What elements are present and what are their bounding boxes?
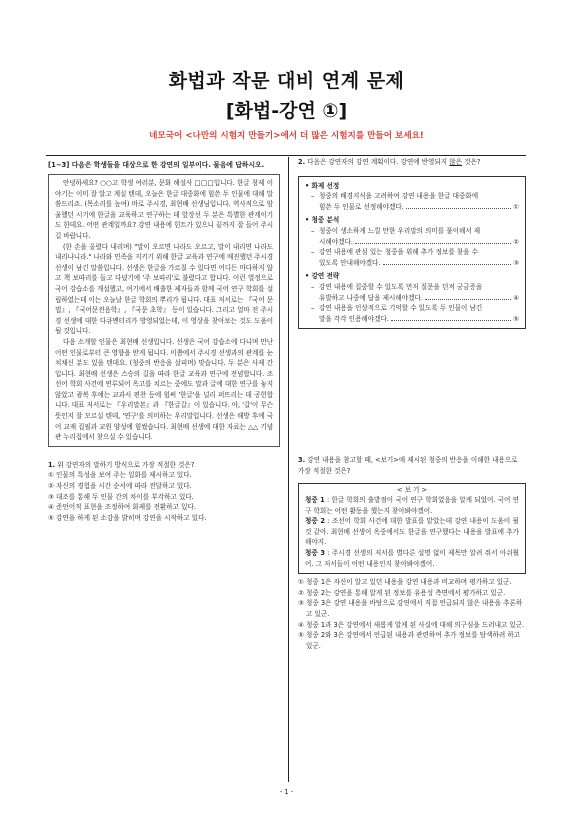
answer-option[interactable]: ③ 대조를 통해 두 인물 간의 차이를 부각하고 있다. xyxy=(48,492,194,501)
answer-option[interactable]: ① 청중 1은 자신이 알고 있던 내용을 강연 내용과 비교하며 평가하고 있군. xyxy=(298,578,512,587)
bogi-label: 청중 1 xyxy=(305,496,325,505)
plan-item[interactable]: – 청중이 생소하게 느낄 만한 우리말의 의미를 풀이해서 제 시해야겠다. ② xyxy=(311,226,519,246)
bogi-box xyxy=(298,483,526,575)
answer-option[interactable]: ⑤ 청중 2와 3은 강연에서 언급된 내용과 관련하여 추가 정보를 탐색하려 하고 있군. xyxy=(298,631,521,650)
bogi-label: 청중 2 xyxy=(305,517,325,526)
passage-paragraph: 안녕하세요? ○○고 학생 여러분, 문화 해설사 □□□입니다. 한글 창제 이야기는 이미 잘 알고 계실 텐데, 오늘은 한글 대중화에 힘쓴 두 인물에 대해 말씀드리죠. (목소리를 높여) 바로 주시경, 최현배 선생님입니다. 역사적으로 암울했던 시기에 한글을 교육하고 연구하는 데 앞장선 두 분은 특별한 관계이기도 한데요. 어떤 관계일까요? 강연 내용에 힌트가 있으니 끝까지 잘 들어 주시길 바랍니다. xyxy=(55,179,273,240)
plan-box xyxy=(298,176,526,330)
plan-item-number: ④ xyxy=(513,293,519,302)
question-2 xyxy=(298,157,526,168)
plan-item-line: 강연 내용에 집중할 수 있도록 먼저 질문을 던져 궁금증을 xyxy=(319,282,483,291)
left-column xyxy=(48,157,280,523)
plan-item[interactable]: – 청중의 배경지식을 고려하여 강연 내용을 한글 대중화에 힘쓴 두 인물로 선정해야겠다. ① xyxy=(311,192,519,211)
answer-option[interactable]: ② 자신의 경험을 시간 순서에 따라 전달하고 있다. xyxy=(48,482,192,491)
bogi-text: : 조선어 학회 사건에 대한 발표를 맡았는데 강연 내용이 도움이 될 것 같아. 최현배 선생이 옥중에서도 한글을 연구했다는 내용을 발표에 추가해야지. xyxy=(305,517,520,547)
passage-paragraph: (한 손을 올렸다 내리며) "말이 오르면 나라도 오르고, 말이 내리면 나라도 내리나니라." 나라와 민족을 지키기 위해 한글 교육과 연구에 매진했던 주시경 선생이 남긴 말씀입니다. 선생은 한글을 가르칠 수 있다면 어디든 마다하지 않고 책 보따리를 들고 다녔기에 '주 보따리'로 불렸다고 합니다. 이런 열정으로 국어 강습소를 개설했고, 여기에서 배출한 제자들과 함께 국어 연구 학회를 설립하였는데 이는 오늘날 한글 학회의 뿌리가 됩니다. 대표 저서로는 『국어 문법』, 『국어문전음학』, 『국문 초학』 등이 있습니다. 그리고 얼마 전 주시경 선생에 대한 다큐멘터리가 방영되었는데, 이 영상을 찾아보는 것도 도움이 될 것입니다. xyxy=(55,242,273,336)
bogi-label: 청중 3 xyxy=(305,549,325,558)
question-number: 1. xyxy=(48,460,56,469)
right-column xyxy=(298,157,526,651)
bogi-item xyxy=(305,516,519,548)
answer-option[interactable]: ④ 청중 1과 3은 강연에서 새롭게 알게 된 사실에 대해 의구심을 드러내고 있군. xyxy=(298,620,525,629)
passage-heading: [1~3] 다음은 학생들을 대상으로 한 강연의 일부이다. 물음에 답하시오. xyxy=(48,161,265,169)
answer-option[interactable]: ③ 청중 3은 강연 내용을 바탕으로 강연에서 직접 언급되지 않은 내용을 추론하고 있군. xyxy=(298,599,523,619)
page-title: 화법과 작문 대비 연계 문제 xyxy=(168,70,405,92)
plan-item[interactable]: – 강연 내용을 인상적으로 기억할 수 있도록 두 인물이 남긴 말을 각각 인용해야겠다. ⑤ xyxy=(311,304,519,323)
passage-paragraph: 다음 소개할 인물은 최현배 선생입니다. 선생은 국어 강습소에 다니며 만난 어떤 인물로부터 큰 영향을 받게 됩니다. 이쯤에서 주시경 선생과의 관계를 눈치채신 분도 있을 텐데요. (청중의 반응을 살피며) 맞습니다. 두 분은 사제 간입니다. 최현배 선생은 스승의 길을 따라 한글 교육과 연구에 전념합니다. 조선어 학회 사건에 연루되어 옥고를 치르는 중에도 말과 글에 대한 연구를 놓지 않았고 광복 후에는 교과서 편찬 등에 힘써 '한글'을 널리 퍼뜨리는 데 공헌합니다. 대표 저서로는 『우리말본』과 『한글갈』이 있습니다. 아, '갈'이 무슨 뜻인지 잘 모르실 텐데, '연구'를 의미하는 우리말입니다. 선생은 해방 후에 국어 교재 집필과 교원 양성에 힘썼습니다. 최현배 선생에 대한 자료는 △△ 기념관 누리집에서 찾으실 수 있습니다. xyxy=(55,337,273,442)
plan-item[interactable]: – 강연 내용에 관심 있는 청중을 위해 추가 정보를 찾을 수 있도록 안내해야겠다. ③ xyxy=(311,248,519,267)
question-text-end: 것은? xyxy=(462,158,481,166)
plan-item-line: 유발하고 나중에 답을 제시해야겠다. xyxy=(319,293,423,302)
bogi-item xyxy=(305,495,519,516)
plan-item-line: 힘쓴 두 인물로 선정해야겠다. xyxy=(319,202,404,211)
question-text: 강연 내용을 참고할 때, <보기>에 제시된 청중의 반응을 이해한 내용으로 가장 적절한 것은? xyxy=(298,456,518,475)
question-emphasis: 않은 xyxy=(449,158,463,166)
top-divider xyxy=(46,155,526,156)
question-1 xyxy=(48,460,280,524)
plan-item-line: 강연 내용을 인상적으로 기억할 수 있도록 두 인물이 남긴 xyxy=(319,304,483,313)
answer-option[interactable]: ① 인물의 특성을 보여 주는 일화를 제시하고 있다. xyxy=(48,471,192,480)
plan-item-number: ⑤ xyxy=(513,314,519,323)
page-subtitle: [화법-강연 ①] xyxy=(225,100,348,122)
question-number: 2. xyxy=(298,158,306,166)
bogi-text: : 주시경 선생의 저서를 별다른 설명 없이 제목만 알려 줘서 아쉬웠어. 그 저서들이 어떤 내용인지 찾아봐야겠어. xyxy=(305,549,520,568)
bogi-text: : 한글 학회의 출발점이 국어 연구 학회였음을 알게 되었어. 국어 연구 학회는 어떤 활동을 했는지 찾아봐야겠어. xyxy=(305,496,520,515)
bogi-item xyxy=(305,548,519,569)
question-number: 3. xyxy=(298,456,306,465)
plan-section-title: • 강연 전략 xyxy=(305,272,340,281)
answer-option[interactable]: ④ 준언어적 표현을 조정하여 화제를 전환하고 있다. xyxy=(48,503,196,512)
plan-item-number: ③ xyxy=(513,258,519,267)
plan-item-line: 강연 내용에 관심 있는 청중을 위해 추가 정보를 찾을 수 xyxy=(319,248,478,257)
plan-item-number: ② xyxy=(513,237,519,246)
bogi-title: < 보 기 > xyxy=(396,485,428,494)
plan-item-line: 말을 각각 인용해야겠다. xyxy=(319,314,389,323)
question-text: 다음은 강연자의 강연 계획이다. 강연에 반영되지 xyxy=(307,158,450,166)
column-divider xyxy=(288,157,289,782)
plan-item-number: ① xyxy=(513,202,519,211)
answer-option[interactable]: ② 청중 2는 강연을 통해 알게 된 정보를 유용성 측면에서 평가하고 있군. xyxy=(298,588,506,597)
promo-text: 네모국어 <나만의 시험지 만들기>에서 더 많은 시험지를 만들어 보세요! xyxy=(149,131,424,141)
answer-option[interactable]: ⑤ 강연을 하게 된 소감을 밝히며 강연을 시작하고 있다. xyxy=(48,513,207,522)
question-3 xyxy=(298,455,526,651)
plan-item-line: 청중이 생소하게 느낄 만한 우리말의 의미를 풀이해서 제 xyxy=(319,226,481,235)
plan-item-line: 있도록 안내해야겠다. xyxy=(319,258,381,267)
passage-box xyxy=(48,174,280,447)
plan-section-title: • 화제 선정 xyxy=(305,181,340,190)
question-text: 위 강연자의 말하기 방식으로 가장 적절한 것은? xyxy=(57,460,195,469)
plan-item[interactable]: – 강연 내용에 집중할 수 있도록 먼저 질문을 던져 궁금증을 유발하고 나중에 답을 제시해야겠다. ④ xyxy=(311,282,519,302)
plan-item-line: 청중의 배경지식을 고려하여 강연 내용을 한글 대중화에 xyxy=(319,192,479,201)
plan-item-line: 시해야겠다. xyxy=(319,237,353,246)
page-number: - 1 - xyxy=(279,788,294,796)
plan-section-title: • 청중 분석 xyxy=(305,216,340,225)
